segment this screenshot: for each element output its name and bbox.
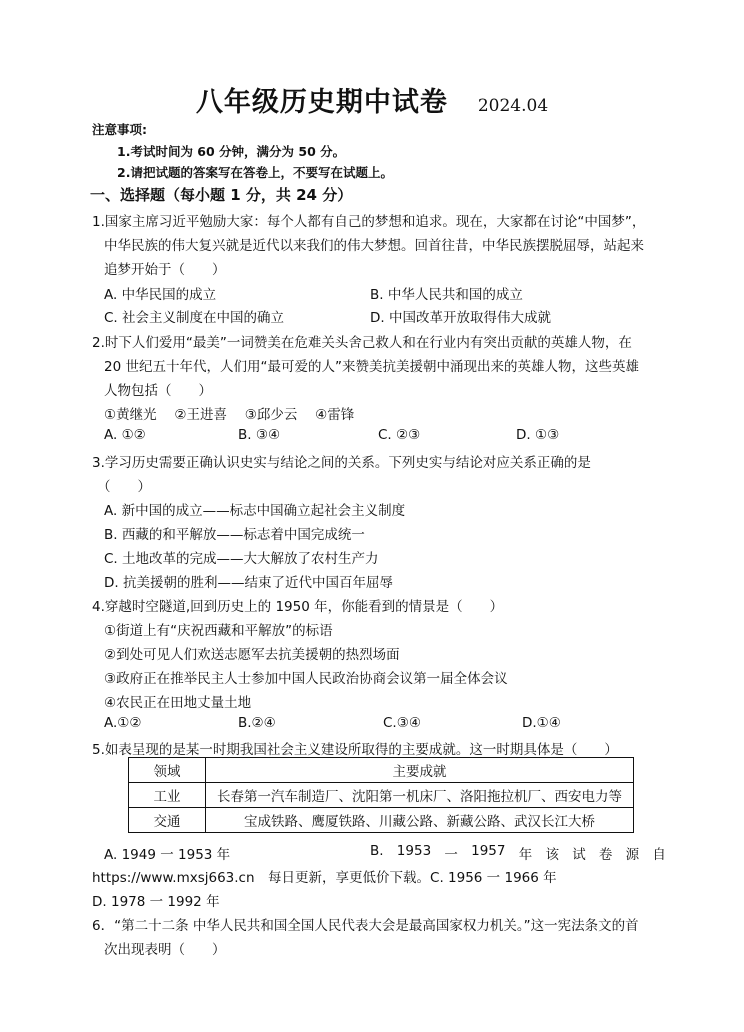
q3-option-b: B. 西藏的和平解放——标志着中国完成统一 (104, 527, 365, 543)
q1-line-3: 追梦开始于（ ） (104, 262, 226, 278)
q2-line-3: 人物包括（ ） (104, 383, 212, 399)
achievements-table (128, 757, 634, 833)
q4-option-b: B.②④ (238, 715, 276, 731)
q1-line-2: 中华民族的伟大复兴就是近代以来我们的伟大梦想。回首往昔，中华民族摆脱屈辱，站起来 (104, 238, 644, 254)
q5-option-b-part: 卷 (598, 847, 613, 863)
q4-item-4: ④农民正在田地丈量土地 (104, 695, 252, 711)
table-cell: 长春第一汽车制造厂、沈阳第一机床厂、洛阳拖拉机厂、西安电力等 (206, 783, 634, 808)
q2-line-2: 20 世纪五十年代，人们用“最可爱的人”来赞美抗美援朝中涌现出来的英雄人物，这些英雄 (104, 359, 639, 375)
q2-items: ①黄继光 ②王进喜 ③邱少云 ④雷锋 (104, 407, 355, 423)
q5-option-b-part: 年 (518, 847, 533, 863)
notes-item-2: 2.请把试题的答案写在答卷上，不要写在试题上。 (117, 165, 393, 180)
q1-option-a: A. 中华民国的成立 (104, 287, 217, 303)
q5-option-b-part: 1957 (471, 843, 506, 859)
q4-stem: 4.穿越时空隧道,回到历史上的 1950 年，你能看到的情景是（ ） (92, 599, 504, 615)
table-cell: 工业 (129, 783, 206, 808)
notes-heading: 注意事项: (92, 122, 147, 137)
q5-option-b-part: 源 (625, 847, 640, 863)
section-heading: 一、选择题（每小题 1 分，共 24 分） (90, 186, 353, 204)
q4-option-d: D.①④ (522, 715, 561, 731)
q5-option-b-part: 1953 (396, 843, 432, 859)
q4-item-1: ①街道上有“庆祝西藏和平解放”的标语 (104, 623, 333, 639)
exam-date: 2024.04 (477, 96, 549, 116)
q4-item-3: ③政府正在推举民主人士参加中国人民政治协商会议第一届全体会议 (104, 671, 508, 687)
exam-title-line (0, 80, 744, 119)
q2-option-c: C. ②③ (378, 427, 421, 443)
q1-option-b: B. 中华人民共和国的成立 (370, 287, 523, 303)
table-cell: 交通 (129, 808, 206, 833)
q5-option-b-part: B. (370, 843, 384, 859)
q5-option-d: D. 1978 一 1992 年 (92, 894, 220, 910)
exam-title: 八年级历史期中试卷 (195, 87, 448, 118)
table-row (129, 783, 634, 808)
q3-option-a: A. 新中国的成立——标志中国确立起社会主义制度 (104, 503, 406, 519)
q5-option-b-part: 一 (444, 847, 458, 863)
q1-option-d: D. 中国改革开放取得伟大成就 (370, 310, 551, 326)
q2-option-a: A. ①② (104, 427, 146, 443)
q2-option-d: D. ①③ (516, 427, 560, 443)
q5-option-b-part: 试 (572, 847, 586, 863)
table-cell: 宝成铁路、鹰厦铁路、川藏公路、新藏公路、武汉长江大桥 (206, 808, 634, 833)
table-header-row (129, 758, 634, 783)
q4-item-2: ②到处可见人们欢送志愿军去抗美援朝的热烈场面 (104, 647, 400, 663)
q1-line-1: 1.国家主席习近平勉励大家：每个人都有自己的梦想和追求。现在，大家都在讨论“中国梦”， (92, 214, 646, 230)
table-row (129, 808, 634, 833)
table-header-field: 领域 (129, 758, 206, 783)
q5-option-b-part: 自 (652, 847, 666, 863)
q1-option-c: C. 社会主义制度在中国的确立 (104, 310, 285, 326)
table-header-achievements: 主要成就 (206, 758, 634, 783)
q6-line-1: 6．“第二十二条 中华人民共和国全国人民代表大会是最高国家权力机关。”这一宪法条文的首 (92, 918, 639, 934)
q5-stem: 5.如表呈现的是某一时期我国社会主义建设所取得的主要成就。这一时期具体是（ ） (92, 742, 618, 758)
notes-item-1: 1.考试时间为 60 分钟，满分为 50 分。 (117, 144, 346, 159)
q6-line-2: 次出现表明（ ） (104, 942, 226, 958)
q4-option-c: C.③④ (383, 715, 421, 731)
q5-option-a: A. 1949 一 1953 年 (104, 847, 231, 863)
q5-option-b-part: 该 (545, 847, 559, 863)
q2-line-1: 2.时下人们爱用“最美”一词赞美在危难关头舍己救人和在行业内有突出贡献的英雄人物，在 (92, 335, 632, 351)
q3-line-2: （ ） (97, 479, 151, 495)
q3-option-d: D. 抗美援朝的胜利——结束了近代中国百年屈辱 (104, 575, 393, 591)
q2-option-b: B. ③④ (238, 427, 281, 443)
q4-option-a: A.①② (104, 715, 142, 731)
q5-line-2: https://www.mxsj663.cn 每日更新，享更低价下载。C. 1956 一 1966 年 (92, 870, 557, 886)
q5-option-b-line (370, 843, 666, 863)
q3-option-c: C. 土地改革的完成——大大解放了农村生产力 (104, 551, 379, 567)
q3-line-1: 3.学习历史需要正确认识史实与结论之间的关系。下列史实与结论对应关系正确的是 (92, 455, 591, 471)
